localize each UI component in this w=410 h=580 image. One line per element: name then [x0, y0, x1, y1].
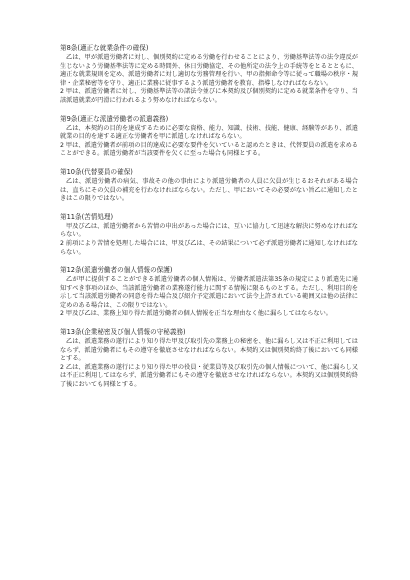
article-paragraph: 乙は、本契約の目的を達成するために必要な資格、能力、知識、技術、技能、健康、経験等があり、派遣就業の目的を達する適正な労働者を甲に派遣しなければならない。 — [60, 124, 358, 141]
article-title: 第9条(適正な派遣労働者の派遣義務) — [60, 114, 169, 123]
article-paragraph: 2 甲は、派遣労働者に対し、労働基準法等の諸法令並びに本契約及び個別契約に定める就業条件を守り、当該派遣就業が円滑に行われるよう努めなければならない。 — [60, 88, 358, 104]
article-title: 第12条(派遣労働者の個人情報の保護) — [60, 266, 173, 275]
article-paragraph: 甲及び乙は、派遣労働者から苦情の申出があった場合には、互いに協力して迅速な解決に努めなければならない。 — [60, 222, 358, 239]
article-paragraph: 2 前項により苦情を処理した場合には、甲及び乙は、その結果について必ず派遣労働者に通知しなければならない。 — [60, 239, 358, 256]
article-paragraph: 2 甲は、派遣労働者が前項の目的達成に必要な要件を欠いていると認めたときは、代替要員の派遣を求めることができる。派遣労働者が当該要件を欠くに至った場合も同様とする。 — [60, 141, 358, 158]
article-title: 第13条(企業秘密及び個人情報の守秘義務) — [60, 328, 186, 337]
article-title: 第8条(適正な就業条件の確保) — [60, 44, 149, 52]
article-13 — [60, 328, 358, 390]
article-12 — [60, 266, 358, 319]
article-8 — [60, 44, 358, 106]
article-11 — [60, 213, 358, 257]
article-10 — [60, 168, 358, 204]
article-title: 第10条(代替要員の確保) — [60, 167, 133, 176]
article-paragraph: 2 甲及び乙は、業務上知り得た派遣労働者の個人情報を正当な理由なく他に漏らしてはならない。 — [60, 310, 332, 318]
article-paragraph: 乙は、派遣労働者の病気、事故その他の事由により派遣労働者の人員に欠員が生じるおそれがある場合は、直ちにその欠員の補充を行わなければならない。ただし、甲においてその必要がない旨乙に通知したときはこの限りではない。 — [60, 177, 358, 203]
article-9 — [60, 115, 358, 159]
article-paragraph: 乙は、派遣業務の遂行により知り得た甲及び取引先の業務上の秘密を、他に漏らし又は不正に利用してはならず、派遣労働者にもその遵守を徹底させなければならない。本契約又は個別契約終了後においても同様とする。 — [60, 338, 358, 363]
article-title: 第11条(苦情処理) — [60, 212, 114, 221]
article-paragraph: 2 乙は、派遣業務の遂行により知り得た甲の役員・従業員等及び取引先の個人情報について、他に漏らし又は不正に利用してはならず、派遣労働者にもその遵守を徹底させなければならない。本契約又は個別契約終了後においても同様とする。 — [60, 363, 358, 389]
article-paragraph: 乙が甲に提供することができる派遣労働者の個人情報は、労働者派遣法第35条の規定により派遣先に通知すべき事項のほか、当該派遣労働者の業務遂行能力に関する情報に限るものとする。ただし、利用目的を示して当該派遣労働者の同意を得た場合及び紹介予定派遣において法令上許されている範囲又は他の法律に定めのある場合は、この限りではない。 — [60, 276, 358, 309]
article-paragraph: 乙は、甲が派遣労働者に対し、個別契約に定める労働を行わせることにより、労働基準法等の法令違反が生じないよう労働基準法等に定める時間外、休日労働協定、その他所定の法令上の手続等をとるとともに、適正な就業規則を定め、派遣労働者に対し適切な労務管理を行い、甲の指揮命令等に従って職場の秩序・規律・企業秘密等を守り、適正に業務に従事するよう派遣労働者を教育、指導しなければならない。 — [60, 54, 358, 87]
